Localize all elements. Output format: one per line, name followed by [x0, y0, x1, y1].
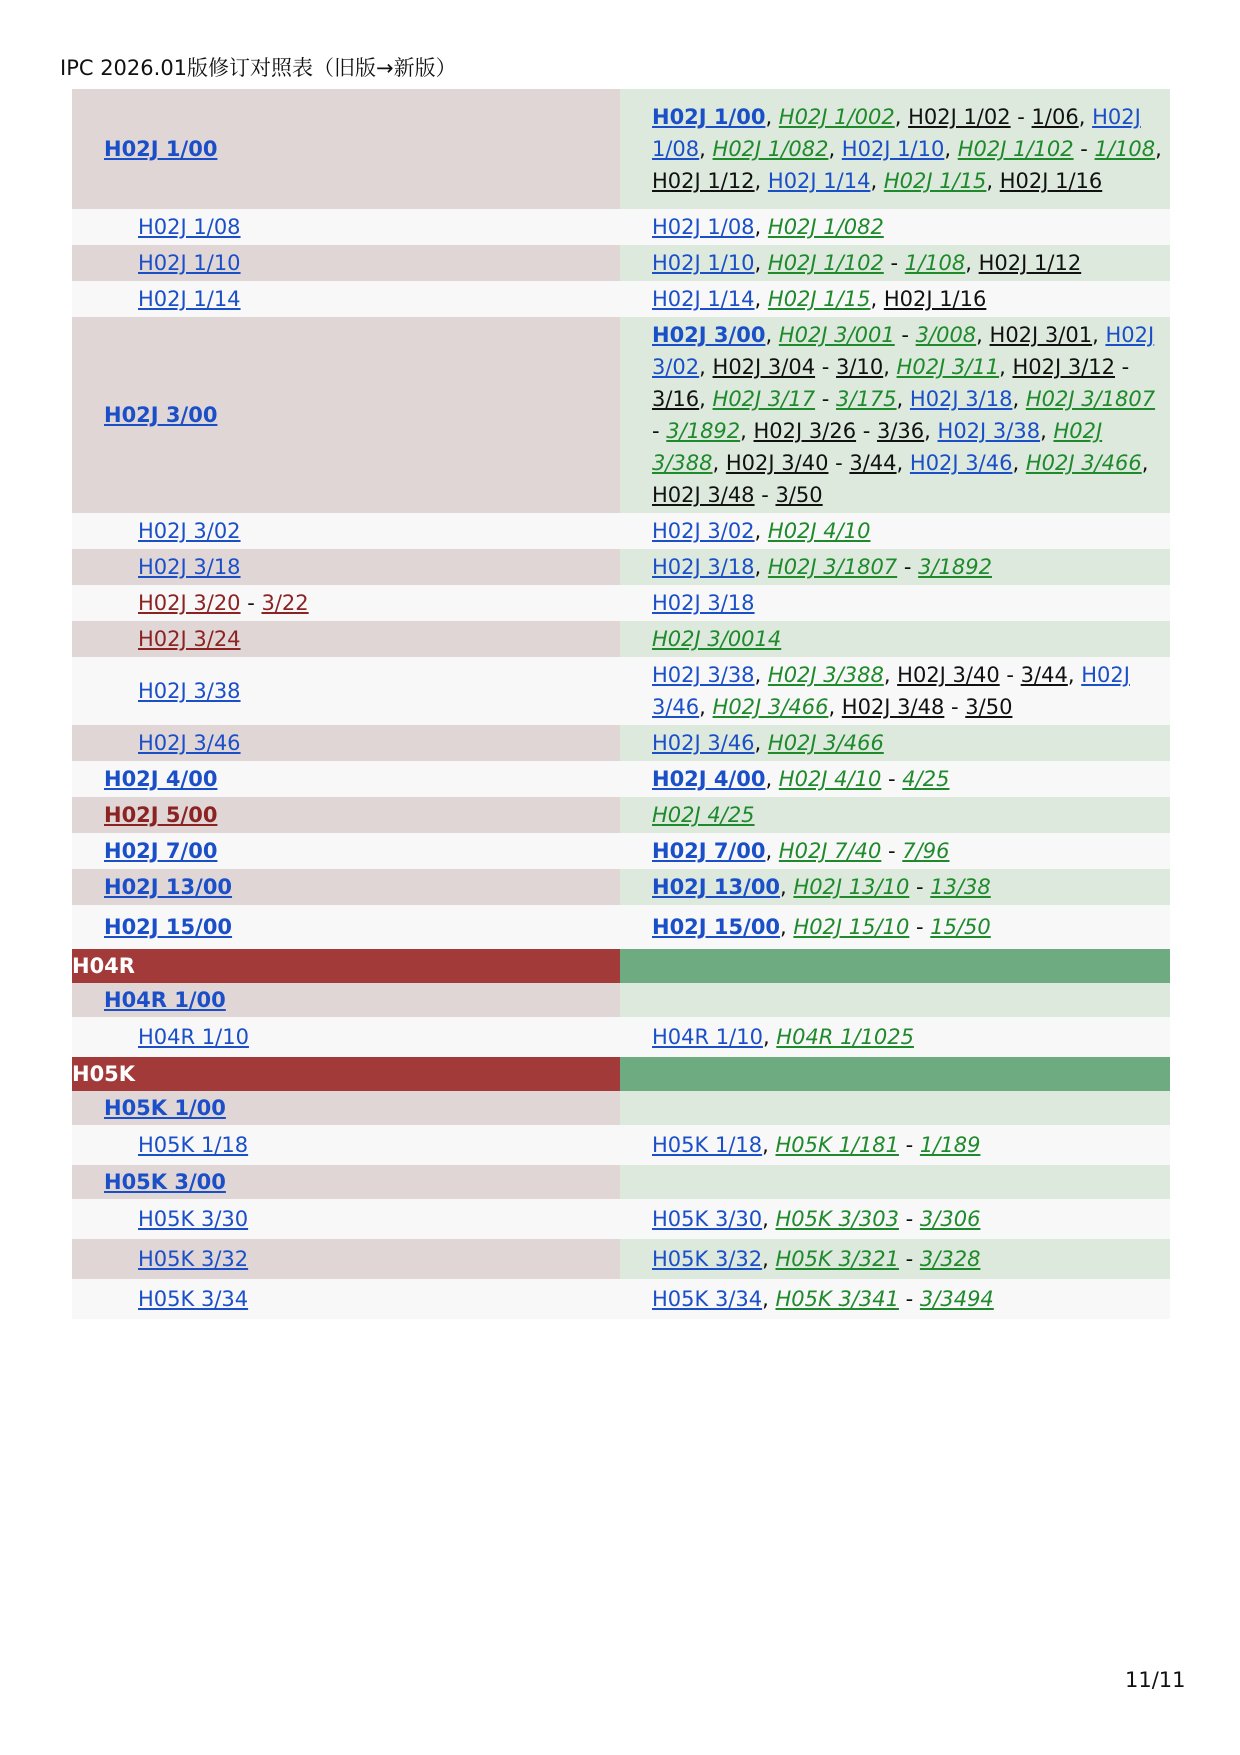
- separator: ,: [944, 137, 958, 161]
- ipc-code-link[interactable]: H02J 1/102: [957, 137, 1074, 161]
- old-version-cell: [72, 905, 620, 949]
- separator: ,: [965, 251, 979, 275]
- separator: -: [815, 355, 837, 379]
- new-version-cell: [620, 1199, 1170, 1239]
- separator: ,: [986, 169, 1000, 193]
- ipc-code-link[interactable]: H02J 3/466: [767, 731, 884, 755]
- separator: ,: [762, 1025, 777, 1049]
- separator: -: [856, 419, 877, 443]
- ipc-code-link[interactable]: H02J 3/46: [652, 663, 1130, 719]
- ipc-code-link[interactable]: H02J 1/10: [841, 137, 945, 161]
- ipc-code-link[interactable]: H02J 7/00: [652, 839, 766, 863]
- table-row: [72, 1125, 1170, 1165]
- table-row: [72, 905, 1170, 949]
- ipc-code-link[interactable]: H02J 7/40: [778, 839, 882, 863]
- table-row: [72, 1239, 1170, 1279]
- ipc-code-link[interactable]: H02J 15/10: [793, 915, 910, 939]
- ipc-code-link[interactable]: 3/1892: [666, 419, 741, 443]
- ipc-code-link[interactable]: H02J 7/00: [104, 839, 218, 863]
- section-new-cell: [620, 949, 1170, 983]
- ipc-code-link[interactable]: 3/44: [849, 451, 897, 475]
- old-version-cell: [72, 281, 620, 317]
- ipc-code-link[interactable]: H02J 1/002: [778, 105, 895, 129]
- table-row: [72, 89, 1170, 209]
- ipc-code-link[interactable]: H02J 3/1807: [1025, 387, 1156, 411]
- ipc-code-link[interactable]: H02J 3/11: [896, 355, 1000, 379]
- separator: -: [754, 483, 776, 507]
- ipc-code-link[interactable]: H02J 1/16: [999, 169, 1103, 193]
- separator: -: [240, 591, 262, 615]
- old-version-cell: [72, 725, 620, 761]
- ipc-code-link[interactable]: H02J 13/00: [652, 875, 781, 899]
- old-version-cell: [72, 89, 620, 209]
- separator: ,: [754, 215, 768, 239]
- ipc-code-link[interactable]: H04R 1/00: [104, 988, 226, 1012]
- separator: -: [1073, 137, 1095, 161]
- ipc-code-link[interactable]: H05K 3/32: [138, 1247, 249, 1271]
- new-version-cell: [620, 1239, 1170, 1279]
- old-version-cell: [72, 549, 620, 585]
- separator: ,: [762, 1133, 776, 1157]
- separator: -: [881, 839, 903, 863]
- ipc-code-link[interactable]: H02J 3/40: [897, 663, 1000, 687]
- table-row: [72, 1165, 1170, 1199]
- separator: ,: [765, 323, 779, 347]
- separator: ,: [1012, 387, 1026, 411]
- table-row: [72, 797, 1170, 833]
- ipc-code-link[interactable]: 3/1892: [918, 555, 992, 579]
- new-version-cell: [620, 1165, 1170, 1199]
- old-version-cell: [72, 513, 620, 549]
- ipc-code-link[interactable]: 3/36: [877, 419, 925, 443]
- table-row: [72, 1279, 1170, 1319]
- separator: ,: [1040, 419, 1054, 443]
- table-row: [72, 621, 1170, 657]
- new-version-cell: [620, 797, 1170, 833]
- ipc-code-link[interactable]: H02J 15/00: [104, 915, 233, 939]
- separator: ,: [870, 169, 884, 193]
- separator: -: [944, 695, 966, 719]
- separator: ,: [699, 695, 713, 719]
- separator: ,: [765, 839, 779, 863]
- section-code: H05K: [72, 1057, 620, 1091]
- ipc-code-link[interactable]: H02J 3/18: [652, 555, 755, 579]
- ipc-code-link[interactable]: H02J 3/46: [909, 451, 1013, 475]
- old-version-cell: [72, 1165, 620, 1199]
- ipc-code-link[interactable]: H02J 1/08: [652, 215, 755, 239]
- ipc-code-link[interactable]: 1/108: [1094, 137, 1156, 161]
- ipc-code-link[interactable]: H02J 3/466: [1025, 451, 1142, 475]
- ipc-code-link[interactable]: 3/175: [836, 387, 897, 411]
- new-version-cell: [620, 833, 1170, 869]
- separator: ,: [1141, 451, 1149, 475]
- separator: ,: [762, 1247, 776, 1271]
- separator: ,: [754, 555, 768, 579]
- separator: ,: [780, 915, 794, 939]
- ipc-code-link[interactable]: H02J 3/48: [841, 695, 945, 719]
- ipc-code-link[interactable]: H02J 3/24: [138, 627, 241, 651]
- separator: ,: [780, 875, 794, 899]
- table-row: [72, 317, 1170, 513]
- separator: -: [881, 767, 903, 791]
- separator: ,: [754, 169, 768, 193]
- ipc-code-link[interactable]: H05K 3/30: [652, 1207, 763, 1231]
- ipc-code-link[interactable]: H02J 5/00: [104, 803, 218, 827]
- ipc-code-link[interactable]: H02J 1/00: [652, 105, 766, 129]
- separator: ,: [765, 105, 779, 129]
- separator: ,: [999, 355, 1013, 379]
- separator: ,: [762, 1287, 776, 1311]
- ipc-code-link[interactable]: H02J 1/12: [978, 251, 1082, 275]
- ipc-code-link[interactable]: H02J 4/10: [767, 519, 871, 543]
- old-version-cell: [72, 833, 620, 869]
- ipc-code-link[interactable]: H04R 1/10: [652, 1025, 763, 1049]
- separator: ,: [1067, 663, 1082, 687]
- table-row: [72, 1199, 1170, 1239]
- table-row: [72, 281, 1170, 317]
- ipc-code-link[interactable]: 3/008: [915, 323, 977, 347]
- ipc-code-link[interactable]: 7/96: [902, 839, 950, 863]
- separator: ,: [894, 105, 909, 129]
- ipc-code-link[interactable]: H05K 3/303: [775, 1207, 899, 1231]
- old-version-cell: [72, 1125, 620, 1165]
- separator: ,: [762, 1207, 776, 1231]
- ipc-code-link[interactable]: 3/328: [919, 1247, 981, 1271]
- separator: ,: [896, 387, 910, 411]
- table-row: [72, 983, 1170, 1017]
- ipc-code-link[interactable]: H02J 3/20: [138, 591, 241, 615]
- ipc-code-link[interactable]: H05K 1/00: [104, 1096, 226, 1120]
- new-version-cell: [620, 245, 1170, 281]
- separator: -: [898, 1207, 920, 1231]
- separator: ,: [883, 355, 897, 379]
- ipc-code-link[interactable]: H02J 1/082: [712, 137, 829, 161]
- new-version-cell: [620, 317, 1170, 513]
- old-version-cell: [72, 209, 620, 245]
- ipc-code-link[interactable]: H02J 3/12: [1012, 355, 1115, 379]
- new-version-cell: [620, 725, 1170, 761]
- ipc-code-link[interactable]: H02J 3/17: [712, 387, 816, 411]
- ipc-code-link[interactable]: H02J 4/00: [104, 767, 218, 791]
- ipc-code-link[interactable]: H02J 3/38: [138, 679, 241, 703]
- ipc-code-link[interactable]: H02J 1/14: [767, 169, 871, 193]
- table-row: [72, 549, 1170, 585]
- ipc-code-link[interactable]: H05K 3/341: [775, 1287, 899, 1311]
- ipc-code-link[interactable]: 3/3494: [919, 1287, 994, 1311]
- ipc-code-link[interactable]: H05K 1/18: [138, 1133, 249, 1157]
- ipc-code-link[interactable]: H05K 3/34: [138, 1287, 249, 1311]
- separator: -: [1010, 105, 1032, 129]
- ipc-code-link[interactable]: H02J 3/02: [652, 519, 755, 543]
- new-version-cell: [620, 585, 1170, 621]
- ipc-code-link[interactable]: H02J 15/00: [652, 915, 781, 939]
- ipc-code-link[interactable]: H02J 3/38: [652, 663, 755, 687]
- new-version-cell: [620, 657, 1170, 725]
- new-version-cell: [620, 621, 1170, 657]
- old-version-cell: [72, 1239, 620, 1279]
- separator: -: [815, 387, 837, 411]
- section-header-row: [72, 1057, 1170, 1091]
- ipc-code-link[interactable]: 1/189: [919, 1133, 981, 1157]
- ipc-code-link[interactable]: H05K 3/30: [138, 1207, 249, 1231]
- ipc-code-link[interactable]: H02J 3/388: [652, 419, 1103, 475]
- new-version-cell: [620, 1279, 1170, 1319]
- table-row: [72, 833, 1170, 869]
- ipc-code-link[interactable]: 1/108: [904, 251, 966, 275]
- ipc-code-link[interactable]: 3/10: [836, 355, 884, 379]
- ipc-code-link[interactable]: 3/16: [652, 387, 700, 411]
- old-version-cell: [72, 585, 620, 621]
- new-version-cell: [620, 761, 1170, 797]
- ipc-code-link[interactable]: H02J 1/15: [767, 287, 871, 311]
- ipc-code-link[interactable]: H02J 3/388: [767, 663, 884, 687]
- table-row: [72, 725, 1170, 761]
- ipc-code-link[interactable]: H02J 3/02: [138, 519, 241, 543]
- ipc-code-link[interactable]: H02J 1/16: [883, 287, 987, 311]
- separator: -: [999, 663, 1021, 687]
- separator: ,: [896, 451, 910, 475]
- ipc-code-link[interactable]: H02J 1/02: [908, 105, 1011, 129]
- ipc-code-link[interactable]: H02J 1/102: [767, 251, 884, 275]
- separator: ,: [828, 137, 842, 161]
- ipc-code-link[interactable]: H05K 3/34: [652, 1287, 763, 1311]
- separator: -: [897, 555, 919, 579]
- section-header-row: [72, 949, 1170, 983]
- page-title: IPC 2026.01版修订对照表（旧版→新版）: [60, 56, 457, 80]
- table-body: [72, 89, 1170, 1319]
- ipc-code-link[interactable]: 4/25: [902, 767, 950, 791]
- separator: ,: [1092, 323, 1106, 347]
- separator: ,: [765, 767, 779, 791]
- table-row: [72, 585, 1170, 621]
- old-version-cell: [72, 869, 620, 905]
- ipc-code-link[interactable]: 3/22: [261, 591, 309, 615]
- separator: ,: [712, 451, 726, 475]
- separator: ,: [699, 355, 713, 379]
- section-new-cell: [620, 1057, 1170, 1091]
- ipc-code-link[interactable]: H05K 3/00: [104, 1170, 226, 1194]
- separator: ,: [699, 387, 713, 411]
- separator: -: [894, 323, 916, 347]
- table-row: [72, 245, 1170, 281]
- ipc-code-link[interactable]: H02J 1/08: [652, 105, 1141, 161]
- ipc-code-link[interactable]: H02J 3/00: [104, 403, 218, 427]
- separator: -: [828, 451, 850, 475]
- ipc-code-link[interactable]: H02J 3/46: [138, 731, 241, 755]
- old-version-cell: [72, 797, 620, 833]
- ipc-code-link[interactable]: H02J 1/00: [104, 137, 218, 161]
- ipc-code-link[interactable]: H02J 1/082: [767, 215, 884, 239]
- table-row: [72, 513, 1170, 549]
- section-code: H04R: [72, 949, 620, 983]
- new-version-cell: [620, 905, 1170, 949]
- separator: ,: [699, 137, 713, 161]
- ipc-code-link[interactable]: H02J 3/18: [652, 591, 755, 615]
- new-version-cell: [620, 869, 1170, 905]
- separator: -: [898, 1287, 920, 1311]
- table-row: [72, 1017, 1170, 1057]
- ipc-code-link[interactable]: 3/50: [775, 483, 823, 507]
- ipc-code-link[interactable]: H02J 3/18: [909, 387, 1013, 411]
- old-version-cell: [72, 1091, 620, 1125]
- page-number: 11/11: [1125, 1668, 1186, 1692]
- separator: -: [909, 875, 931, 899]
- new-version-cell: [620, 983, 1170, 1017]
- ipc-code-link[interactable]: H05K 1/181: [775, 1133, 899, 1157]
- separator: -: [898, 1133, 920, 1157]
- ipc-code-link[interactable]: H02J 3/46: [652, 731, 755, 755]
- ipc-code-link[interactable]: H05K 1/18: [652, 1133, 763, 1157]
- ipc-code-link[interactable]: H02J 3/001: [778, 323, 895, 347]
- ipc-code-link[interactable]: 3/50: [965, 695, 1013, 719]
- table-row: [72, 869, 1170, 905]
- new-version-cell: [620, 89, 1170, 209]
- old-version-cell: [72, 245, 620, 281]
- ipc-code-link[interactable]: 3/306: [919, 1207, 981, 1231]
- ipc-code-link[interactable]: 13/38: [930, 875, 991, 899]
- ipc-code-link[interactable]: H04R 1/1025: [776, 1025, 914, 1049]
- ipc-code-link[interactable]: H02J 3/02: [652, 323, 1155, 379]
- old-version-cell: [72, 1017, 620, 1057]
- ipc-code-link[interactable]: H02J 3/1807: [767, 555, 898, 579]
- ipc-code-link[interactable]: H02J 3/40: [725, 451, 829, 475]
- old-version-cell: [72, 317, 620, 513]
- ipc-code-link[interactable]: H02J 4/25: [652, 803, 755, 827]
- ipc-code-link[interactable]: H02J 1/08: [138, 215, 241, 239]
- ipc-code-link[interactable]: H04R 1/10: [138, 1025, 249, 1049]
- ipc-code-link[interactable]: H02J 13/00: [104, 875, 233, 899]
- old-version-cell: [72, 621, 620, 657]
- separator: ,: [883, 663, 898, 687]
- separator: ,: [1155, 137, 1162, 161]
- new-version-cell: [620, 281, 1170, 317]
- revision-comparison-table: [72, 89, 1170, 1319]
- ipc-code-link[interactable]: H02J 3/0014: [652, 627, 782, 651]
- ipc-code-link[interactable]: 15/50: [930, 915, 991, 939]
- ipc-code-link[interactable]: H05K 3/32: [652, 1247, 763, 1271]
- ipc-code-link[interactable]: H02J 3/04: [712, 355, 816, 379]
- ipc-code-link[interactable]: H02J 1/14: [652, 287, 755, 311]
- old-version-cell: [72, 983, 620, 1017]
- new-version-cell: [620, 513, 1170, 549]
- separator: ,: [754, 731, 768, 755]
- ipc-code-link[interactable]: H02J 4/10: [778, 767, 882, 791]
- ipc-code-link[interactable]: H02J 1/10: [652, 251, 755, 275]
- separator: ,: [754, 287, 768, 311]
- separator: ,: [828, 695, 842, 719]
- ipc-code-link[interactable]: H02J 3/18: [138, 555, 241, 579]
- ipc-code-link[interactable]: H02J 13/10: [793, 875, 910, 899]
- ipc-code-link[interactable]: H02J 3/26: [753, 419, 857, 443]
- new-version-cell: [620, 549, 1170, 585]
- separator: -: [652, 419, 667, 443]
- table-row: [72, 209, 1170, 245]
- ipc-code-link[interactable]: H02J 1/12: [652, 169, 755, 193]
- ipc-code-link[interactable]: H02J 3/466: [712, 695, 829, 719]
- separator: -: [909, 915, 931, 939]
- new-version-cell: [620, 1125, 1170, 1165]
- ipc-code-link[interactable]: H02J 1/14: [138, 287, 241, 311]
- table-row: [72, 761, 1170, 797]
- separator: ,: [1078, 105, 1093, 129]
- new-version-cell: [620, 1091, 1170, 1125]
- ipc-code-link[interactable]: H05K 3/321: [775, 1247, 899, 1271]
- ipc-code-link[interactable]: H02J 1/15: [883, 169, 987, 193]
- separator: ,: [870, 287, 884, 311]
- old-version-cell: [72, 657, 620, 725]
- ipc-code-link[interactable]: H02J 3/48: [652, 483, 755, 507]
- old-version-cell: [72, 1199, 620, 1239]
- ipc-code-link[interactable]: H02J 3/01: [989, 323, 1093, 347]
- separator: -: [898, 1247, 920, 1271]
- old-version-cell: [72, 761, 620, 797]
- separator: ,: [754, 251, 768, 275]
- separator: ,: [740, 419, 754, 443]
- separator: ,: [754, 519, 768, 543]
- separator: ,: [924, 419, 938, 443]
- table-row: [72, 1091, 1170, 1125]
- ipc-code-link[interactable]: H02J 3/00: [652, 323, 766, 347]
- ipc-code-link[interactable]: 3/44: [1020, 663, 1068, 687]
- separator: ,: [976, 323, 990, 347]
- new-version-cell: [620, 1017, 1170, 1057]
- separator: ,: [754, 663, 768, 687]
- separator: -: [883, 251, 905, 275]
- old-version-cell: [72, 1279, 620, 1319]
- new-version-cell: [620, 209, 1170, 245]
- ipc-code-link[interactable]: H02J 3/38: [937, 419, 1041, 443]
- separator: ,: [1012, 451, 1026, 475]
- ipc-code-link[interactable]: H02J 4/00: [652, 767, 766, 791]
- table-row: [72, 657, 1170, 725]
- ipc-code-link[interactable]: H02J 1/10: [138, 251, 241, 275]
- separator: -: [1115, 355, 1130, 379]
- ipc-code-link[interactable]: 1/06: [1031, 105, 1079, 129]
